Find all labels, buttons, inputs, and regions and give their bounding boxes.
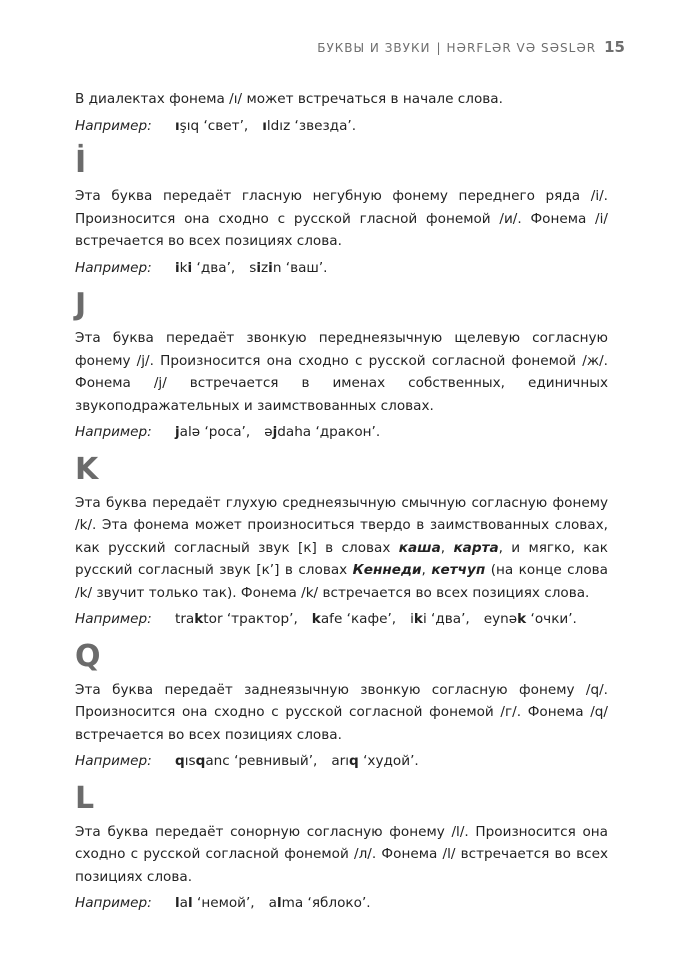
section-paragraph: Эта буква передаёт сонорную согласную фонему /l/. Произносится она сходно с русской согласной фонемой /л/. Фонема /l/ встречается во всех позициях слова. xyxy=(75,823,608,885)
example-rest: ‘немой’, xyxy=(192,895,255,911)
example-word xyxy=(175,115,248,138)
highlighted-letter: l xyxy=(175,895,180,911)
highlighted-letter: j xyxy=(175,424,180,440)
example-word xyxy=(331,750,418,773)
running-title-ru: БУКВЫ И ЗВУКИ xyxy=(317,41,431,55)
highlighted-letter: j xyxy=(272,424,278,440)
example-word xyxy=(175,608,298,631)
example-label: Например: xyxy=(75,753,152,769)
page-number: 15 xyxy=(604,38,625,56)
highlighted-letter: i xyxy=(256,259,262,276)
section-paragraph xyxy=(75,492,608,605)
letter-sections xyxy=(75,145,608,915)
example-line xyxy=(75,608,608,631)
example-rest: daha ‘дракон’. xyxy=(277,424,381,440)
example-rest: arı xyxy=(331,753,350,769)
example-line xyxy=(75,892,608,915)
highlighted-letter: q xyxy=(349,753,359,769)
example-word xyxy=(175,257,235,280)
example-rest: ‘худой’. xyxy=(358,753,419,769)
header-separator: | xyxy=(436,41,441,55)
example-rest: tor ‘трактор’, xyxy=(203,611,298,627)
highlighted-letter: k xyxy=(517,611,527,627)
example-rest: afe ‘кафе’, xyxy=(320,611,397,627)
example-word xyxy=(175,421,250,444)
example-rest: şıq ‘свет’, xyxy=(179,117,249,134)
example-rest: eynə xyxy=(483,611,518,627)
highlighted-letter: k xyxy=(194,611,204,627)
example-label: Например: xyxy=(75,611,152,627)
page-content xyxy=(75,88,608,915)
paragraph-text: , xyxy=(421,562,432,578)
example-rest: a xyxy=(268,895,277,911)
emphasized-word: кетчуп xyxy=(431,562,486,578)
paragraph-text: , и мягко, как русский согласный звук [к’] в словах xyxy=(75,539,608,578)
highlighted-letter: q xyxy=(195,753,206,769)
highlighted-letter: i xyxy=(187,259,193,276)
paragraph-text: (на конце слова /k/ звучит только так). Фонема /k/ встречается во всех позициях слова. xyxy=(75,562,608,601)
paragraph-text: Эта буква передаёт глухую среднеязычную смычную согласную фонему /k/. Эта фонема может произноситься твердо в заимствованных словах, как русский согласный звук [к] в словах xyxy=(75,494,608,556)
example-word xyxy=(175,892,255,915)
letter-heading: L xyxy=(75,780,95,816)
example-rest: ə xyxy=(264,424,273,440)
example-rest: ldız ‘звезда’. xyxy=(266,117,357,134)
letter-heading: Q xyxy=(75,638,101,674)
letter-heading: İ xyxy=(75,145,87,180)
highlighted-letter: ı xyxy=(262,117,267,134)
example-rest: z xyxy=(261,259,269,276)
example-word xyxy=(249,257,327,280)
example-rest: k xyxy=(179,259,188,276)
highlighted-letter: l xyxy=(276,895,282,911)
example-word xyxy=(484,608,577,631)
example-label: Например: xyxy=(75,424,152,440)
example-rest: ‘два’, xyxy=(192,259,236,276)
example-word xyxy=(175,750,317,773)
highlighted-letter: i xyxy=(268,259,273,276)
emphasized-word: каша xyxy=(398,539,441,556)
paragraph-text: , xyxy=(440,539,454,556)
emphasized-word: карта xyxy=(453,539,499,556)
example-word xyxy=(264,421,380,444)
example-rest: ma ‘яблоко’. xyxy=(281,895,371,911)
highlighted-letter: ı xyxy=(175,117,180,134)
section-paragraph: Эта буква передаёт звонкую переднеязычную щелевую согласную фонему /j/. Произносится она сходно с русской согласной фонемой /ж/. Фонема /j/ встречается в именах собственных, единичных звукоподражательных и заимствованных словах. xyxy=(75,330,608,414)
example-word xyxy=(312,608,396,631)
example-line xyxy=(75,257,608,280)
highlighted-letter: i xyxy=(175,259,180,276)
letter-heading: K xyxy=(75,451,99,487)
example-rest: i ‘два’, xyxy=(422,611,470,627)
section-paragraph: Эта буква передаёт гласную негубную фонему переднего ряда /i/. Произносится она сходно с русской гласной фонемой /и/. Фонема /i/ встречается во всех позициях слова. xyxy=(75,188,608,249)
example-rest: i xyxy=(410,611,414,627)
example-label: Например: xyxy=(75,259,152,276)
highlighted-letter: k xyxy=(311,611,321,627)
example-word xyxy=(262,115,356,138)
example-word xyxy=(269,892,371,915)
example-rest: anc ‘ревнивый’, xyxy=(205,753,318,769)
highlighted-letter: l xyxy=(188,895,193,911)
example-label: Например: xyxy=(75,895,152,911)
emphasized-word: Кеннеди xyxy=(352,562,422,578)
example-line xyxy=(75,750,608,773)
example-rest: ıs xyxy=(184,753,196,769)
running-header xyxy=(317,38,625,56)
section-paragraph: Эта буква передаёт заднеязычную звонкую согласную фонему /q/. Произносится она сходно с русской согласной фонемой /г/. Фонема /q/ встречается во всех позициях слова. xyxy=(75,681,608,743)
highlighted-letter: k xyxy=(413,611,423,627)
example-rest: a xyxy=(179,895,189,911)
highlighted-letter: q xyxy=(175,753,185,769)
example-rest: tra xyxy=(175,611,195,627)
running-title-az: HƏRFLƏR VƏ SƏSLƏR xyxy=(446,41,597,55)
example-label: Например: xyxy=(75,117,152,134)
example-line xyxy=(75,421,608,444)
example-word xyxy=(410,608,470,631)
intro-paragraph: В диалектах фонема /ı/ может встречаться в начале слова. xyxy=(75,91,503,107)
example-rest: s xyxy=(249,259,257,276)
intro-example-line xyxy=(75,115,608,138)
example-rest: alə ‘роса’, xyxy=(179,424,251,440)
letter-heading: J xyxy=(75,287,87,322)
example-rest: n ‘ваш’. xyxy=(272,259,328,276)
example-rest: ‘очки’. xyxy=(526,611,577,627)
